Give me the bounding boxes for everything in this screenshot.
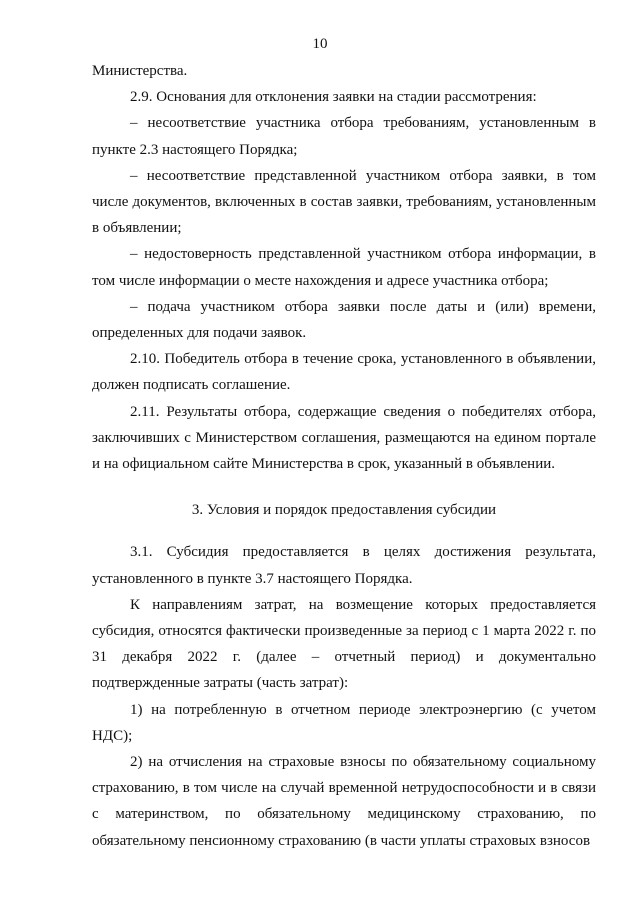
document-body [92, 58, 596, 854]
list-item-noncompliance-application: – несоответствие представленной участником отбора заявки, в том числе документов, включенных в состав заявки, требованиям, установленным в объявлении; [92, 167, 596, 237]
list-item-late-submission: – подача участником отбора заявки после даты и (или) времени, определенных для подачи заявок. [92, 298, 596, 342]
section-heading-3: 3. Условия и порядок предоставления субсидии [191, 502, 497, 519]
paragraph-3-1: 3.1. Субсидия предоставляется в целях достижения результата, установленного в пункте 3.7 настоящего Порядка. [92, 544, 596, 587]
list-item-unreliable-info: – недостоверность представленной участником отбора информации, в том числе информации о месте нахождения и адресе участника отбора; [92, 246, 596, 289]
paragraph-2-11: 2.11. Результаты отбора, содержащие сведения о победителях отбора, заключивших с Министерством соглашения, размещаются на едином портале и на официальном сайте Министерства в срок, указанный в объявлении. [92, 403, 596, 473]
paragraph-continuation: Министерства. [92, 63, 188, 79]
list-item-insurance-contributions: 2) на отчисления на страховые взносы по обязательному социальному страхованию, в том числе на случай временной нетрудоспособности и в связи с материнством, по обязательному медицинскому страхованию, по обязательному пенсионному страхованию (в части уплаты страховых взносов [92, 754, 596, 849]
paragraph-2-9: 2.9. Основания для отклонения заявки на стадии рассмотрения: [130, 89, 537, 106]
list-item-electricity: 1) на потребленную в отчетном периоде электроэнергию (с учетом НДС); [92, 701, 596, 744]
list-item-noncompliance-participant: – несоответствие участника отбора требованиям, установленным в пункте 2.3 настоящего Порядка; [92, 115, 596, 158]
page-number: 10 [312, 36, 328, 52]
paragraph-2-10: 2.10. Победитель отбора в течение срока, установленного в объявлении, должен подписать соглашение. [92, 351, 596, 394]
paragraph-cost-directions: К направлениям затрат, на возмещение которых предоставляется субсидия, относятся фактически произведенные за период с 1 марта 2022 г. по 31 декабря 2022 г. (далее – отчетный период) и документально подтвержденные затраты (часть затрат): [92, 596, 596, 692]
